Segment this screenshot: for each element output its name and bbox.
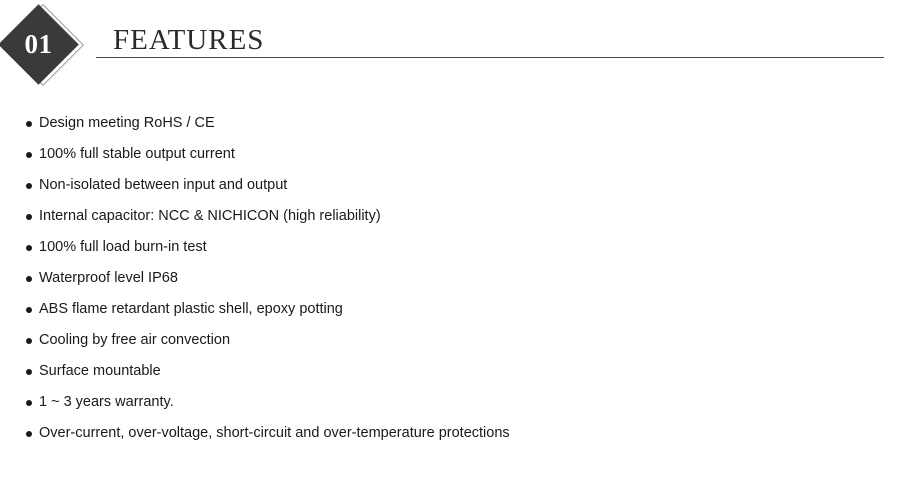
bullet-icon — [26, 276, 32, 282]
feature-item — [26, 237, 510, 268]
bullet-icon — [26, 431, 32, 437]
bullet-icon — [26, 183, 32, 189]
feature-item — [26, 361, 510, 392]
feature-item — [26, 144, 510, 175]
feature-text: Non-isolated between input and output — [39, 177, 288, 193]
feature-text: Internal capacitor: NCC & NICHICON (high reliability) — [39, 208, 381, 224]
bullet-icon — [26, 307, 32, 313]
feature-item — [26, 330, 510, 361]
bullet-icon — [26, 152, 32, 158]
bullet-icon — [26, 338, 32, 344]
title-divider — [96, 57, 884, 58]
section-header — [0, 0, 900, 100]
feature-item — [26, 392, 510, 423]
feature-text: Surface mountable — [39, 363, 161, 379]
feature-item — [26, 299, 510, 330]
feature-item — [26, 423, 510, 454]
feature-text: Waterproof level IP68 — [39, 270, 178, 286]
section-number: 01 — [24, 29, 53, 59]
bullet-icon — [26, 400, 32, 406]
bullet-icon — [26, 121, 32, 127]
feature-text: Design meeting RoHS / CE — [39, 115, 215, 131]
bullet-icon — [26, 369, 32, 375]
feature-text: Over-current, over-voltage, short-circuit and over-temperature protections — [39, 425, 510, 441]
feature-item — [26, 113, 510, 144]
bullet-icon — [26, 245, 32, 251]
feature-item — [26, 268, 510, 299]
feature-text: ABS flame retardant plastic shell, epoxy potting — [39, 301, 343, 317]
feature-text: Cooling by free air convection — [39, 332, 231, 348]
feature-text: 1 ~ 3 years warranty. — [39, 394, 174, 410]
section-title: FEATURES — [113, 24, 265, 56]
feature-text: 100% full stable output current — [39, 146, 235, 162]
feature-text: 100% full load burn-in test — [39, 239, 207, 255]
feature-item — [26, 175, 510, 206]
features-list — [26, 113, 510, 454]
feature-item — [26, 206, 510, 237]
bullet-icon — [26, 214, 32, 220]
